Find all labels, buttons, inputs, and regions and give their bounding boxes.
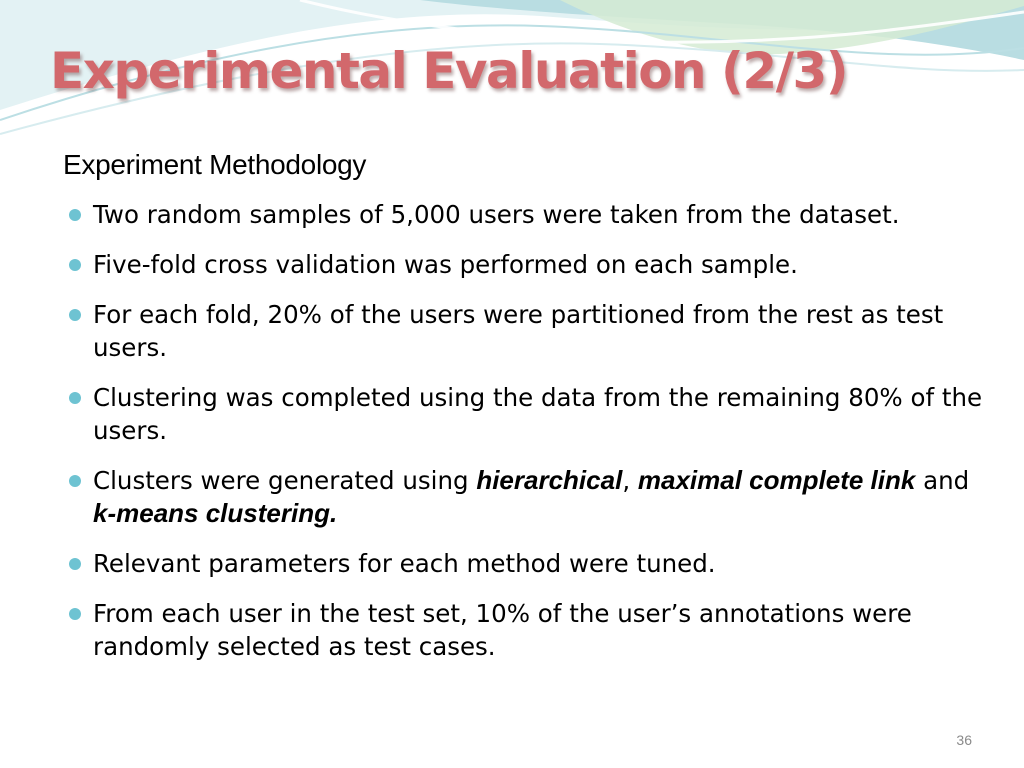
term-maximal-complete-link: maximal complete link [637,465,916,495]
bullet-list [63,198,983,680]
section-heading: Experiment Methodology [63,149,367,180]
bullet-text: For each fold, 20% of the users were partitioned from the rest as test users. [93,300,944,362]
bullet-text: Two random samples of 5,000 users were taken from the dataset. [93,200,900,229]
bullet-text: Five-fold cross validation was performed on each sample. [93,250,798,279]
bullet-text-separator: , [622,466,638,495]
bullet-icon [69,309,81,321]
bullet-item [63,547,983,580]
bullet-icon [69,209,81,221]
bullet-text: From each user in the test set, 10% of the user’s annotations were randomly selected as test cases. [93,599,912,661]
bullet-icon [69,259,81,271]
bullet-item [63,464,983,530]
slide-title: Experimental Evaluation (2/3) [50,42,848,100]
bullet-icon [69,558,81,570]
bullet-text-separator: and [915,466,970,495]
bullet-icon [69,475,81,487]
bullet-item [63,248,983,281]
bullet-item [63,381,983,447]
term-hierarchical: hierarchical [476,465,623,495]
bullet-icon [69,608,81,620]
bullet-item [63,198,983,231]
page-number: 36 [956,732,972,748]
bullet-item [63,298,983,364]
bullet-text: Relevant parameters for each method were tuned. [93,549,716,578]
bullet-text: Clustering was completed using the data from the remaining 80% of the users. [93,383,983,445]
term-k-means-clustering: k-means clustering. [93,498,338,528]
bullet-text-prefix: Clusters were generated using [93,466,477,495]
bullet-icon [69,392,81,404]
bullet-item [63,597,983,663]
